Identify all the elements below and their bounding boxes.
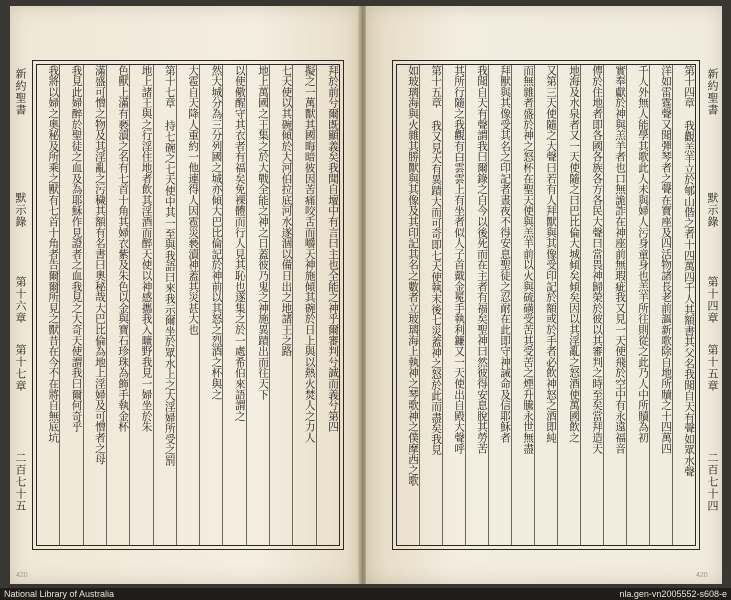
left-folio-mark: 420 bbox=[16, 572, 28, 579]
right-page bbox=[366, 6, 722, 584]
left-page bbox=[10, 6, 360, 584]
footer-library-credit: National Library of Australia bbox=[4, 589, 115, 599]
right-chapter-bottom: 第十五章 bbox=[706, 344, 719, 392]
text-column: 地海及水泉者又一天使隨之曰巴比倫大城傾矣傾矣因以其淫亂之怒酒使萬國飲之 bbox=[557, 65, 580, 545]
text-column: 洋如雷霆聲又聞彈琴者之聲在寶座及四活物諸長老前謳新歌除自地所贖之十四萬四 bbox=[649, 65, 672, 545]
text-column: 大雹自天降人重約一他連得人因雹災褻瀆神蓋其災甚大也 bbox=[176, 65, 199, 545]
right-page-number: 二百七十四 bbox=[706, 452, 719, 512]
text-column: 如玻璃海與火雜其勝獸與其像及其印記其名之數者立玻璃海上執神之琴歌神之僕摩西之歌 bbox=[407, 65, 419, 487]
text-column: 第十七章 持七碗之七天使中其一至與我語曰來我示爾坐於眾水上之大淫婦所受之罰 bbox=[153, 65, 176, 545]
right-book-name: 默示錄 bbox=[706, 192, 719, 228]
text-column: 第十四章 我觀羔羊立於郇山偕之者十四萬四千人其額書其父名我聞自天有聲如眾水聲 bbox=[672, 65, 695, 545]
left-chapter-bottom: 第十七章 bbox=[14, 344, 27, 392]
text-column: 我聞自天有聲謂我曰爾錄之自今以後死而在主者有福矣聖神曰然彼得安息脫其勞苦 bbox=[465, 65, 488, 545]
text-column: 滿盛可憎之物及其淫亂之污穢其額有名書曰奧秘哉大巴比倫為地上淫婦及可憎者之母 bbox=[83, 65, 106, 545]
left-text-columns bbox=[37, 65, 339, 545]
left-page-title: 新約聖書 bbox=[14, 68, 27, 116]
left-chapter-top: 第十六章 bbox=[14, 276, 27, 324]
left-book-name: 默示錄 bbox=[14, 192, 27, 228]
text-column: 地上諸王與之行淫住地者飲其淫酒而醉天使以神感攜我入曠野我見一婦坐於朱 bbox=[129, 65, 152, 545]
text-column: 色獸上滿有褻瀆之名有七首十角其婦衣紫及朱色以金與寶石珍珠為飾手執金杯 bbox=[106, 65, 129, 545]
footer-bar bbox=[0, 588, 731, 600]
footer-record-id: nla.gen-vn2005552-s608-e bbox=[619, 589, 727, 599]
text-column: 以使儆醒守其衣者有福矣免裸體而行人見其恥也遂集之於一處希伯來語謂之 bbox=[222, 65, 245, 545]
right-page-title: 新約聖書 bbox=[706, 68, 719, 116]
text-column: 而無雜者盛於神之怒杯在聖天使與羔羊前以火與硫磺受苦其受苦之煙升騰永世無盡 bbox=[511, 65, 534, 545]
text-column: 我將以婦之奧秘及所乘之獸有七首十角者告爾爾所見之獸昔在今不在將自無底坑 bbox=[47, 65, 60, 443]
text-column: 第十五章 我又見天有異蹟大而可奇即七天使執末後七災蓋神之怒於此而盡矣我見 bbox=[419, 65, 442, 545]
text-column: 千人外無人能學其歌此人未與婦人污身童身也羔羊所往則從之此乃人中所贖為初 bbox=[626, 65, 649, 545]
text-column: 又第三天使隨之大聲曰若有人拜獸與其像受印記於額或於手者必飲神怒之酒即純 bbox=[534, 65, 557, 545]
text-column: 七天使以其碗傾於大河伯拉底河水遂涸以備日出之地諸王之路 bbox=[269, 65, 292, 545]
text-column: 拜於前兮爾既顯義矣我聞自壇中有言曰主也全能之神乎爾審判兮誠而義兮第四 bbox=[316, 65, 339, 545]
right-text-frame bbox=[392, 60, 700, 550]
text-column: 實奉獻於神與羔羊者也口無詭詐在神座前無瑕疵我又見一天使飛於空中有永遠福音 bbox=[603, 65, 626, 545]
text-column: 我見此婦醉於聖徒之血及為耶穌作見證者之血我見之大奇天使謂我曰爾何奇乎 bbox=[59, 65, 82, 545]
left-page-number: 二百七十五 bbox=[14, 452, 27, 512]
text-column: 拜獸與其像受其名之印記者晝夜不得安息聖徒之忍耐在此即守神誡命及信耶穌者 bbox=[488, 65, 511, 545]
left-text-frame bbox=[32, 60, 344, 550]
text-column: 地上萬國之王集之於大戰全能之神之日蓋彼乃鬼之神施異蹟出而往天下 bbox=[246, 65, 269, 545]
right-chapter-top: 第十四章 bbox=[706, 276, 719, 324]
text-column: 其所行隨之我觀有白雲雲上有坐者似人子首戴金冕手執利鐮又一天使出自殿大聲呼 bbox=[442, 65, 465, 545]
text-column: 擬之一萬獸其國晦暗彼因苦痛咬舌而嚼天神施傾其碗於日上與以熱火焚人之力人 bbox=[292, 65, 315, 545]
text-column: 傳於住地者即各國各族各方各民大聲曰當畏神歸榮於彼以其審判之時至矣當拜造天 bbox=[580, 65, 603, 545]
right-text-columns bbox=[397, 65, 695, 545]
right-folio-mark: 420 bbox=[696, 572, 708, 579]
text-column: 然大城分為三分列國之城亦傾大巴比倫記於神前以其怒之烈酒之杯與之 bbox=[199, 65, 222, 545]
